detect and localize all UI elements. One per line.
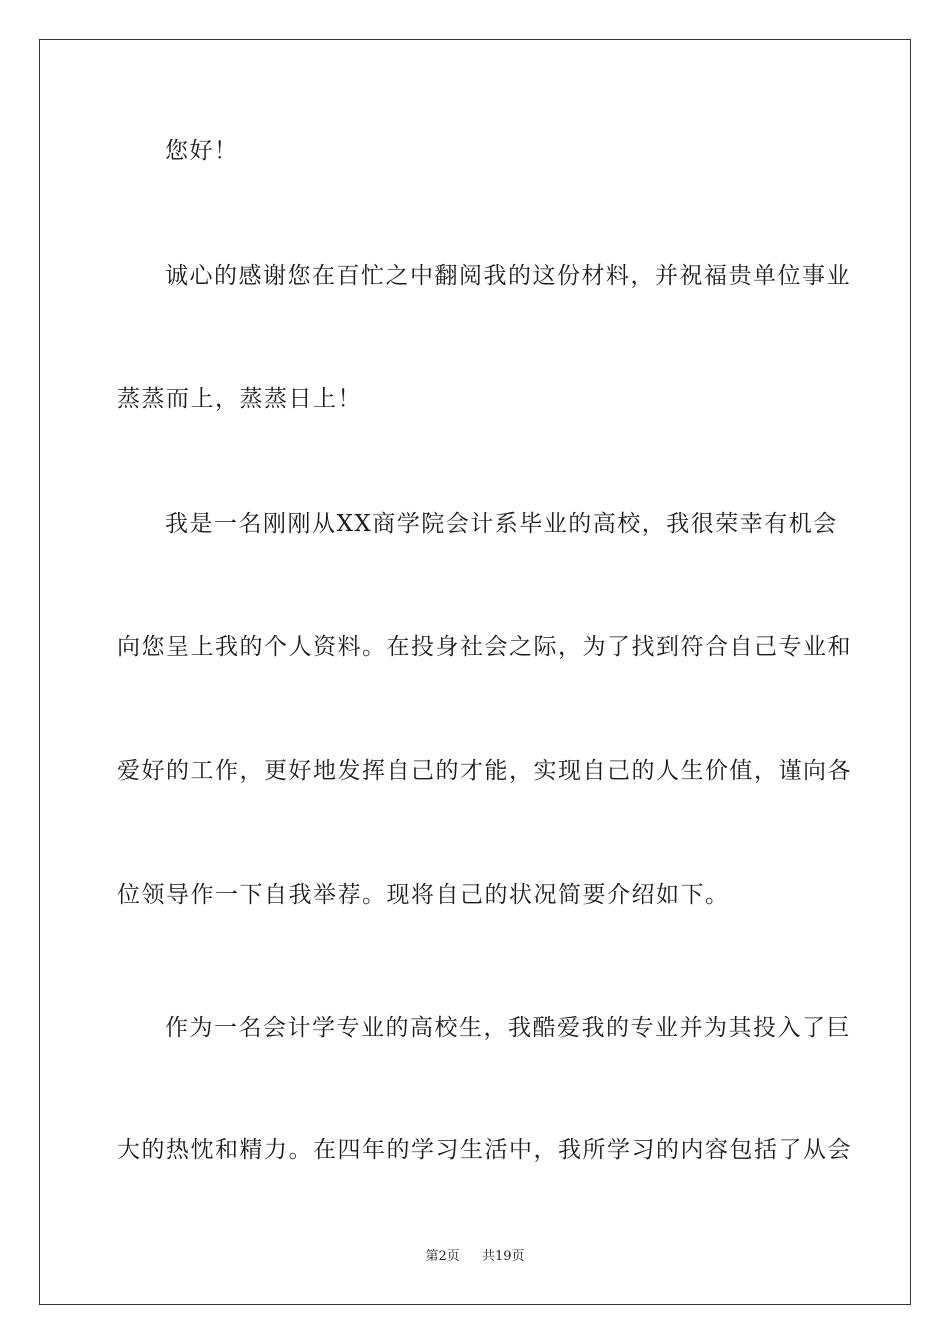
page-footer: [0, 1248, 950, 1266]
paragraph-line: 作为一名会计学专业的高校生，我酷爱我的专业并为其投入了巨: [165, 1015, 851, 1041]
page-number: 第2页: [425, 1249, 460, 1264]
paragraph-line: 向您呈上我的个人资料。在投身社会之际，为了找到符合自己专业和: [117, 634, 852, 660]
paragraph-line: 大的热忱和精力。在四年的学习生活中，我所学习的内容包括了从会: [117, 1137, 852, 1163]
paragraph-line: 爱好的工作，更好地发挥自己的才能，实现自己的人生价值，谨向各: [117, 758, 852, 784]
page-frame: [39, 39, 911, 1305]
paragraph-line: 蒸蒸而上，蒸蒸日上！: [117, 386, 362, 412]
paragraph-line: 我是一名刚刚从XX商学院会计系毕业的高校，我很荣幸有机会: [165, 511, 838, 537]
greeting-line: 您好！: [165, 138, 239, 164]
paragraph-line: 诚心的感谢您在百忙之中翻阅我的这份材料，并祝福贵单位事业: [165, 263, 851, 289]
page-total: 共19页: [482, 1249, 525, 1264]
paragraph-line: 位领导作一下自我举荐。现将自己的状况简要介绍如下。: [117, 882, 730, 908]
